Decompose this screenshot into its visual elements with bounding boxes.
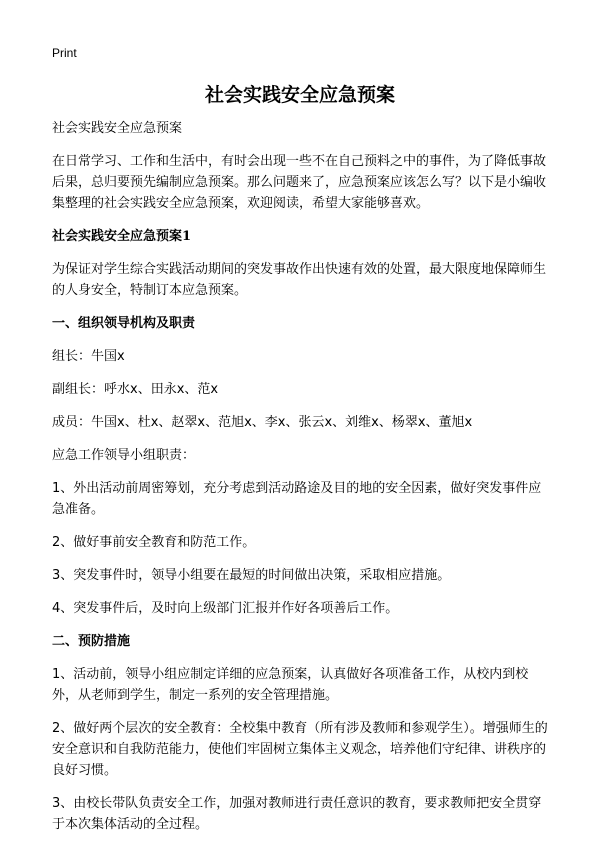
document-title: 社会实践安全应急预案 xyxy=(204,84,395,106)
paragraph: 成员：牛国x、杜x、赵翠x、范旭x、李x、张云x、刘维x、杨翠x、董旭x xyxy=(52,415,473,430)
paragraph: 3、突发事件时，领导小组要在最短的时间做出决策，采取相应措施。 xyxy=(52,568,451,583)
section-heading: 社会实践安全应急预案1 xyxy=(52,229,192,244)
print-link[interactable]: Print xyxy=(52,46,77,60)
section-heading: 一、组织领导机构及职责 xyxy=(52,316,196,331)
paragraph: 2、做好两个层次的安全教育：全校集中教育（所有涉及教师和参观学生）。增强师生的安全意识和自我防范能力，使他们牢固树立集体主义观念，培养他们守纪律、讲秩序的良好习惯。 xyxy=(52,721,548,778)
paragraph: 1、外出活动前周密筹划，充分考虑到活动路途及目的地的安全因素，做好突发事件应急准备。 xyxy=(52,481,542,517)
section-heading: 二、预防措施 xyxy=(52,634,131,649)
paragraph: 3、由校长带队负责安全工作，加强对教师进行责任意识的教育，要求教师把安全贯穿于本次集体活动的全过程。 xyxy=(52,796,542,832)
document-body xyxy=(52,118,552,847)
paragraph: 在日常学习、工作和生活中，有时会出现一些不在自己预料之中的事件，为了降低事故后果，总归要预先编制应急预案。那么问题来了，应急预案应该怎么写？以下是小编收集整理的社会实践安全应急预案，欢迎阅读，希望大家能够喜欢。 xyxy=(52,154,547,211)
paragraph: 社会实践安全应急预案 xyxy=(52,121,183,136)
paragraph: 1、活动前，领导小组应制定详细的应急预案，认真做好各项准备工作，从校内到校外，从老师到学生，制定一系列的安全管理措施。 xyxy=(52,667,529,703)
paragraph: 4、突发事件后，及时向上级部门汇报并作好各项善后工作。 xyxy=(52,601,399,616)
paragraph: 为保证对学生综合实践活动期间的突发事故作出快速有效的处置，最大限度地保障师生的人身安全，特制订本应急预案。 xyxy=(52,262,547,298)
paragraph: 应急工作领导小组职责： xyxy=(52,448,196,463)
paragraph: 2、做好事前安全教育和防范工作。 xyxy=(52,535,256,550)
paragraph: 组长：牛国x xyxy=(52,349,125,364)
paragraph: 副组长：呼水x、田永x、范x xyxy=(52,382,219,397)
